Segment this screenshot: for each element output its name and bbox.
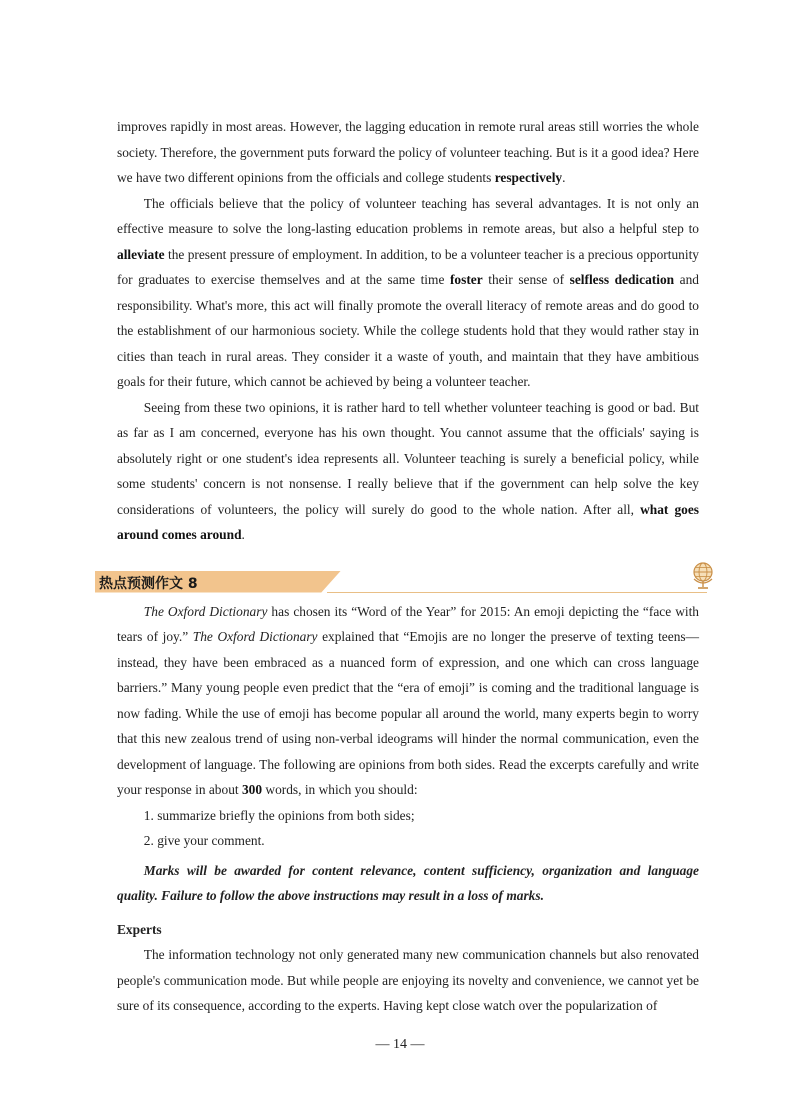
page-content <box>99 114 700 1019</box>
list-item-1: 1. summarize briefly the opinions from both sides; <box>143 807 415 823</box>
paragraph-conclusion: Seeing from these two opinions, it is rather hard to tell whether volunteer teaching is good or bad. But as far as I am concerned, everyone has his own thought. You cannot assume that the officials' saying is absolutely right or one student's idea represents all. Volunteer teaching is surely a beneficial policy, while some students' concern is not nonsense. I really believe that if the government can help solve the key considerations of volunteers, the policy will surely do good to the whole nation. After all, what goes around comes around. <box>117 399 699 542</box>
list-item-2: 2. give your comment. <box>143 833 265 848</box>
section-header <box>99 571 699 593</box>
globe-icon <box>691 561 715 596</box>
experts-heading: Experts <box>117 921 162 937</box>
paragraph-prompt: The Oxford Dictionary has chosen its “Word of the Year” for 2015: An emoji depicting the “face with tears of joy.” The Oxford Dictionary explained that “Emojis are no longer the preserve of texting teens—instead, they have been embraced as a nuanced form of expression, and one which can cross language barriers.” Many young people even predict that the “era of emoji” is coming and the traditional language is now fading. While the use of emoji has become popular all around the world, many experts begin to worry that this new zealous trend of using non-verbal ideograms will hinder the normal communication, even the development of language. The following are opinions from both sides. Read the excerpts carefully and write your response in about 300 words, in which you should: <box>117 603 699 797</box>
section-header-rule <box>327 592 707 593</box>
paragraph-intro: improves rapidly in most areas. However, the lagging education in remote rural areas still worries the whole society. Therefore, the government puts forward the policy of volunteer teaching. But is it a good idea? Here we have two different opinions from the officials and college students respectively. <box>117 119 699 185</box>
marks-instructions: Marks will be awarded for content relevance, content sufficiency, organization and language quality. Failure to follow the above instructions may result in a loss of marks. <box>117 862 699 903</box>
section-header-title: 热点预测作文 8 <box>99 575 198 592</box>
page-number: — 14 — <box>375 1037 425 1052</box>
paragraph-officials: The officials believe that the policy of volunteer teaching has several advantages. It is not only an effective measure to solve the long-lasting education problems in remote areas, but also a helpful step to alleviate the present pressure of employment. In addition, to be a volunteer teacher is a precious opportunity for graduates to exercise themselves and at the same time foster their sense of selfless dedication and responsibility. What's more, this act will finally promote the overall literacy of remote areas and do good to the establishment of our harmonious society. While the college students hold that they would rather stay in cities than teach in rural areas. They consider it a waste of youth, and maintain that they have ambitious goals for their future, which cannot be achieved by being a volunteer teacher. <box>117 195 700 389</box>
paragraph-experts: The information technology not only generated many new communication channels but also renovated people's communication mode. But while people are enjoying its novelty and convenience, we cannot yet be sure of its consequence, according to the experts. Having kept close watch over the popularization of <box>117 947 699 1013</box>
